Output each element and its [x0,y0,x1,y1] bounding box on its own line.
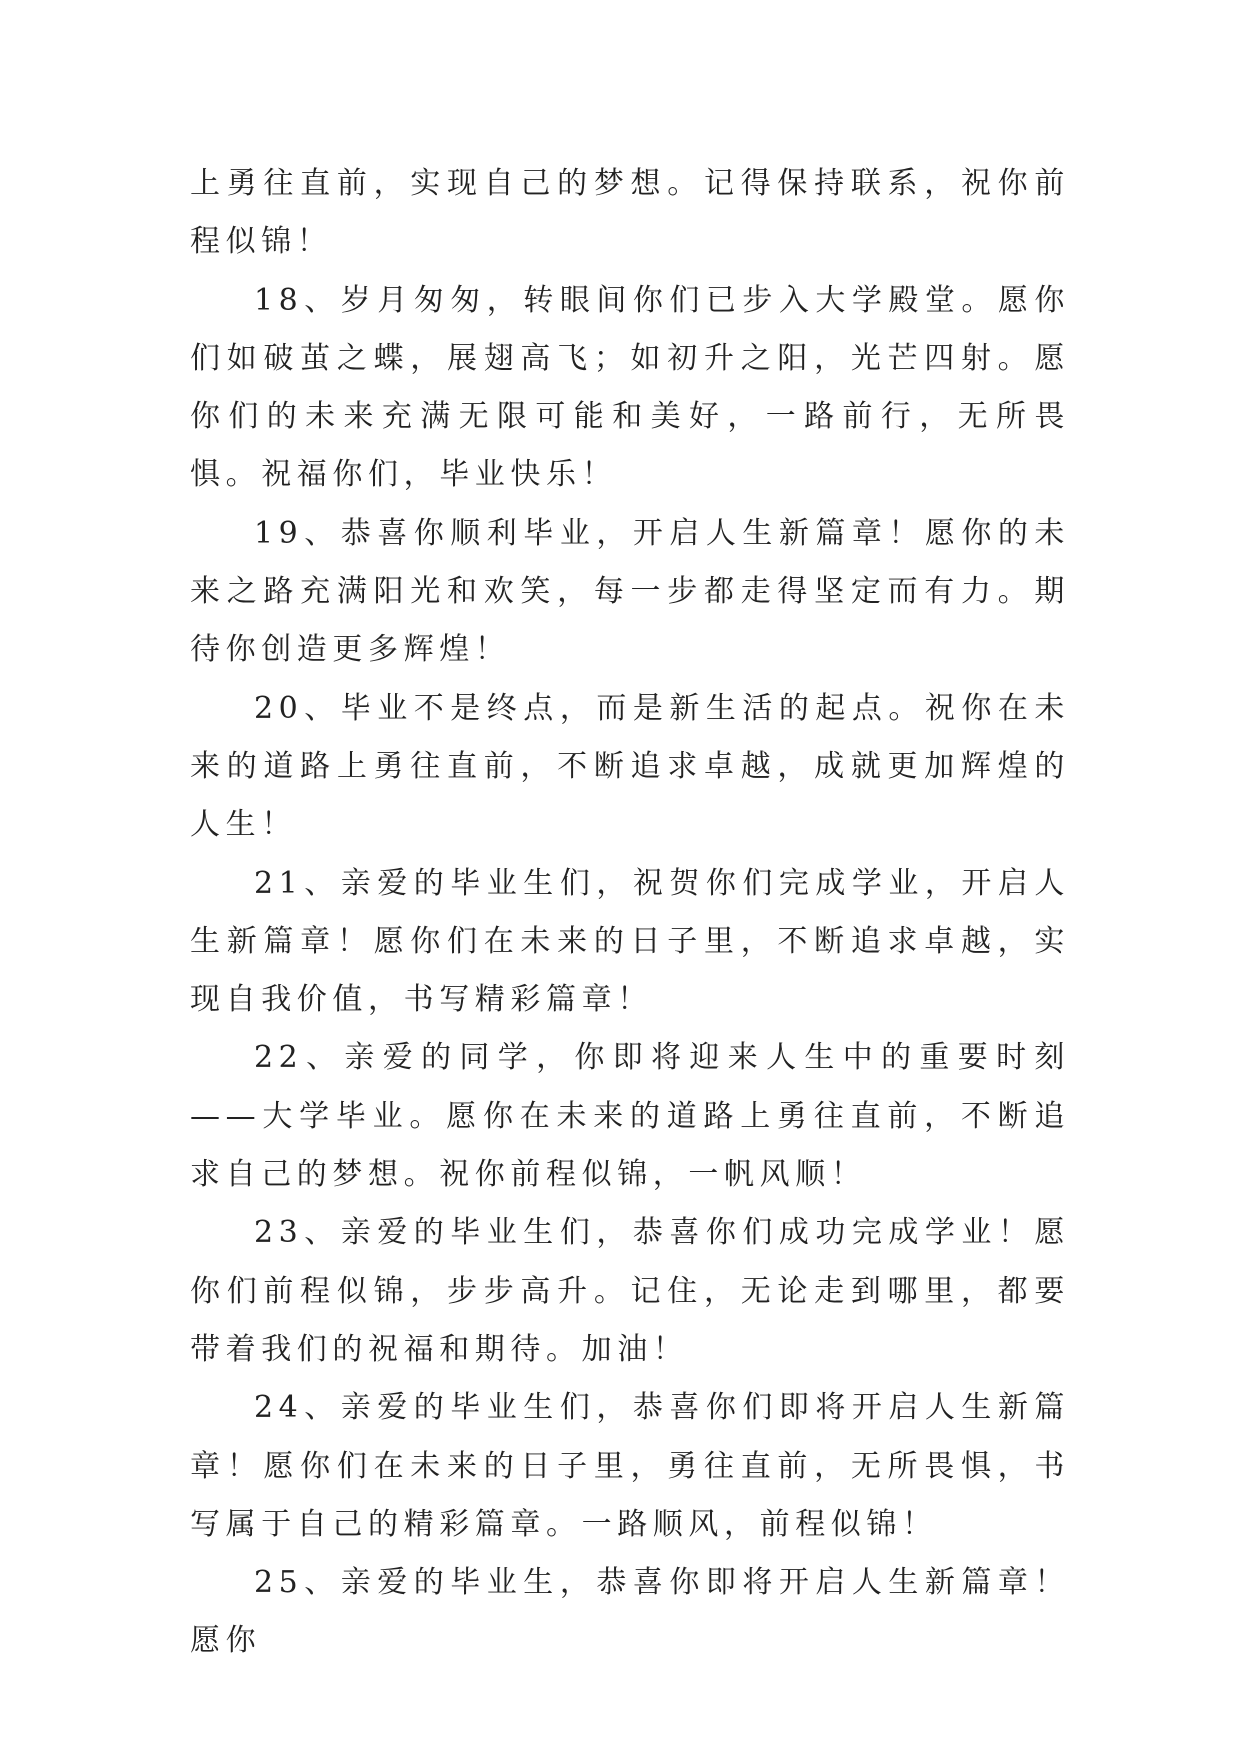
paragraph-21: 21、亲爱的毕业生们，祝贺你们完成学业，开启人生新篇章！愿你们在未来的日子里，不断追求卓越，实现自我价值，书写精彩篇章！ [190,865,1070,1018]
paragraph-17-continued: 上勇往直前，实现自己的梦想。记得保持联系，祝你前程似锦！ [190,166,1070,260]
paragraph-25: 25、亲爱的毕业生，恭喜你即将开启人生新篇章！愿你 [190,1565,1070,1659]
paragraph-24: 24、亲爱的毕业生们，恭喜你们即将开启人生新篇章！愿你们在未来的日子里，勇往直前，无所畏惧，书写属于自己的精彩篇章。一路顺风，前程似锦！ [190,1390,1070,1542]
paragraph-23: 23、亲爱的毕业生们，恭喜你们成功完成学业！愿你们前程似锦，步步高升。记住，无论走到哪里，都要带着我们的祝福和期待。加油！ [190,1215,1070,1367]
paragraph-20: 20、毕业不是终点，而是新生活的起点。祝你在未来的道路上勇往直前，不断追求卓越，成就更加辉煌的人生！ [190,690,1070,843]
document-body [190,155,1070,1671]
paragraph-19: 19、恭喜你顺利毕业，开启人生新篇章！愿你的未来之路充满阳光和欢笑，每一步都走得坚定而有力。期待你创造更多辉煌！ [190,515,1070,668]
paragraph-22: 22、亲爱的同学，你即将迎来人生中的重要时刻——大学毕业。愿你在未来的道路上勇往直前，不断追求自己的梦想。祝你前程似锦，一帆风顺！ [190,1040,1070,1193]
paragraph-18: 18、岁月匆匆，转眼间你们已步入大学殿堂。愿你们如破茧之蝶，展翅高飞；如初升之阳，光芒四射。愿你们的未来充满无限可能和美好，一路前行，无所畏惧。祝福你们，毕业快乐！ [190,282,1070,493]
